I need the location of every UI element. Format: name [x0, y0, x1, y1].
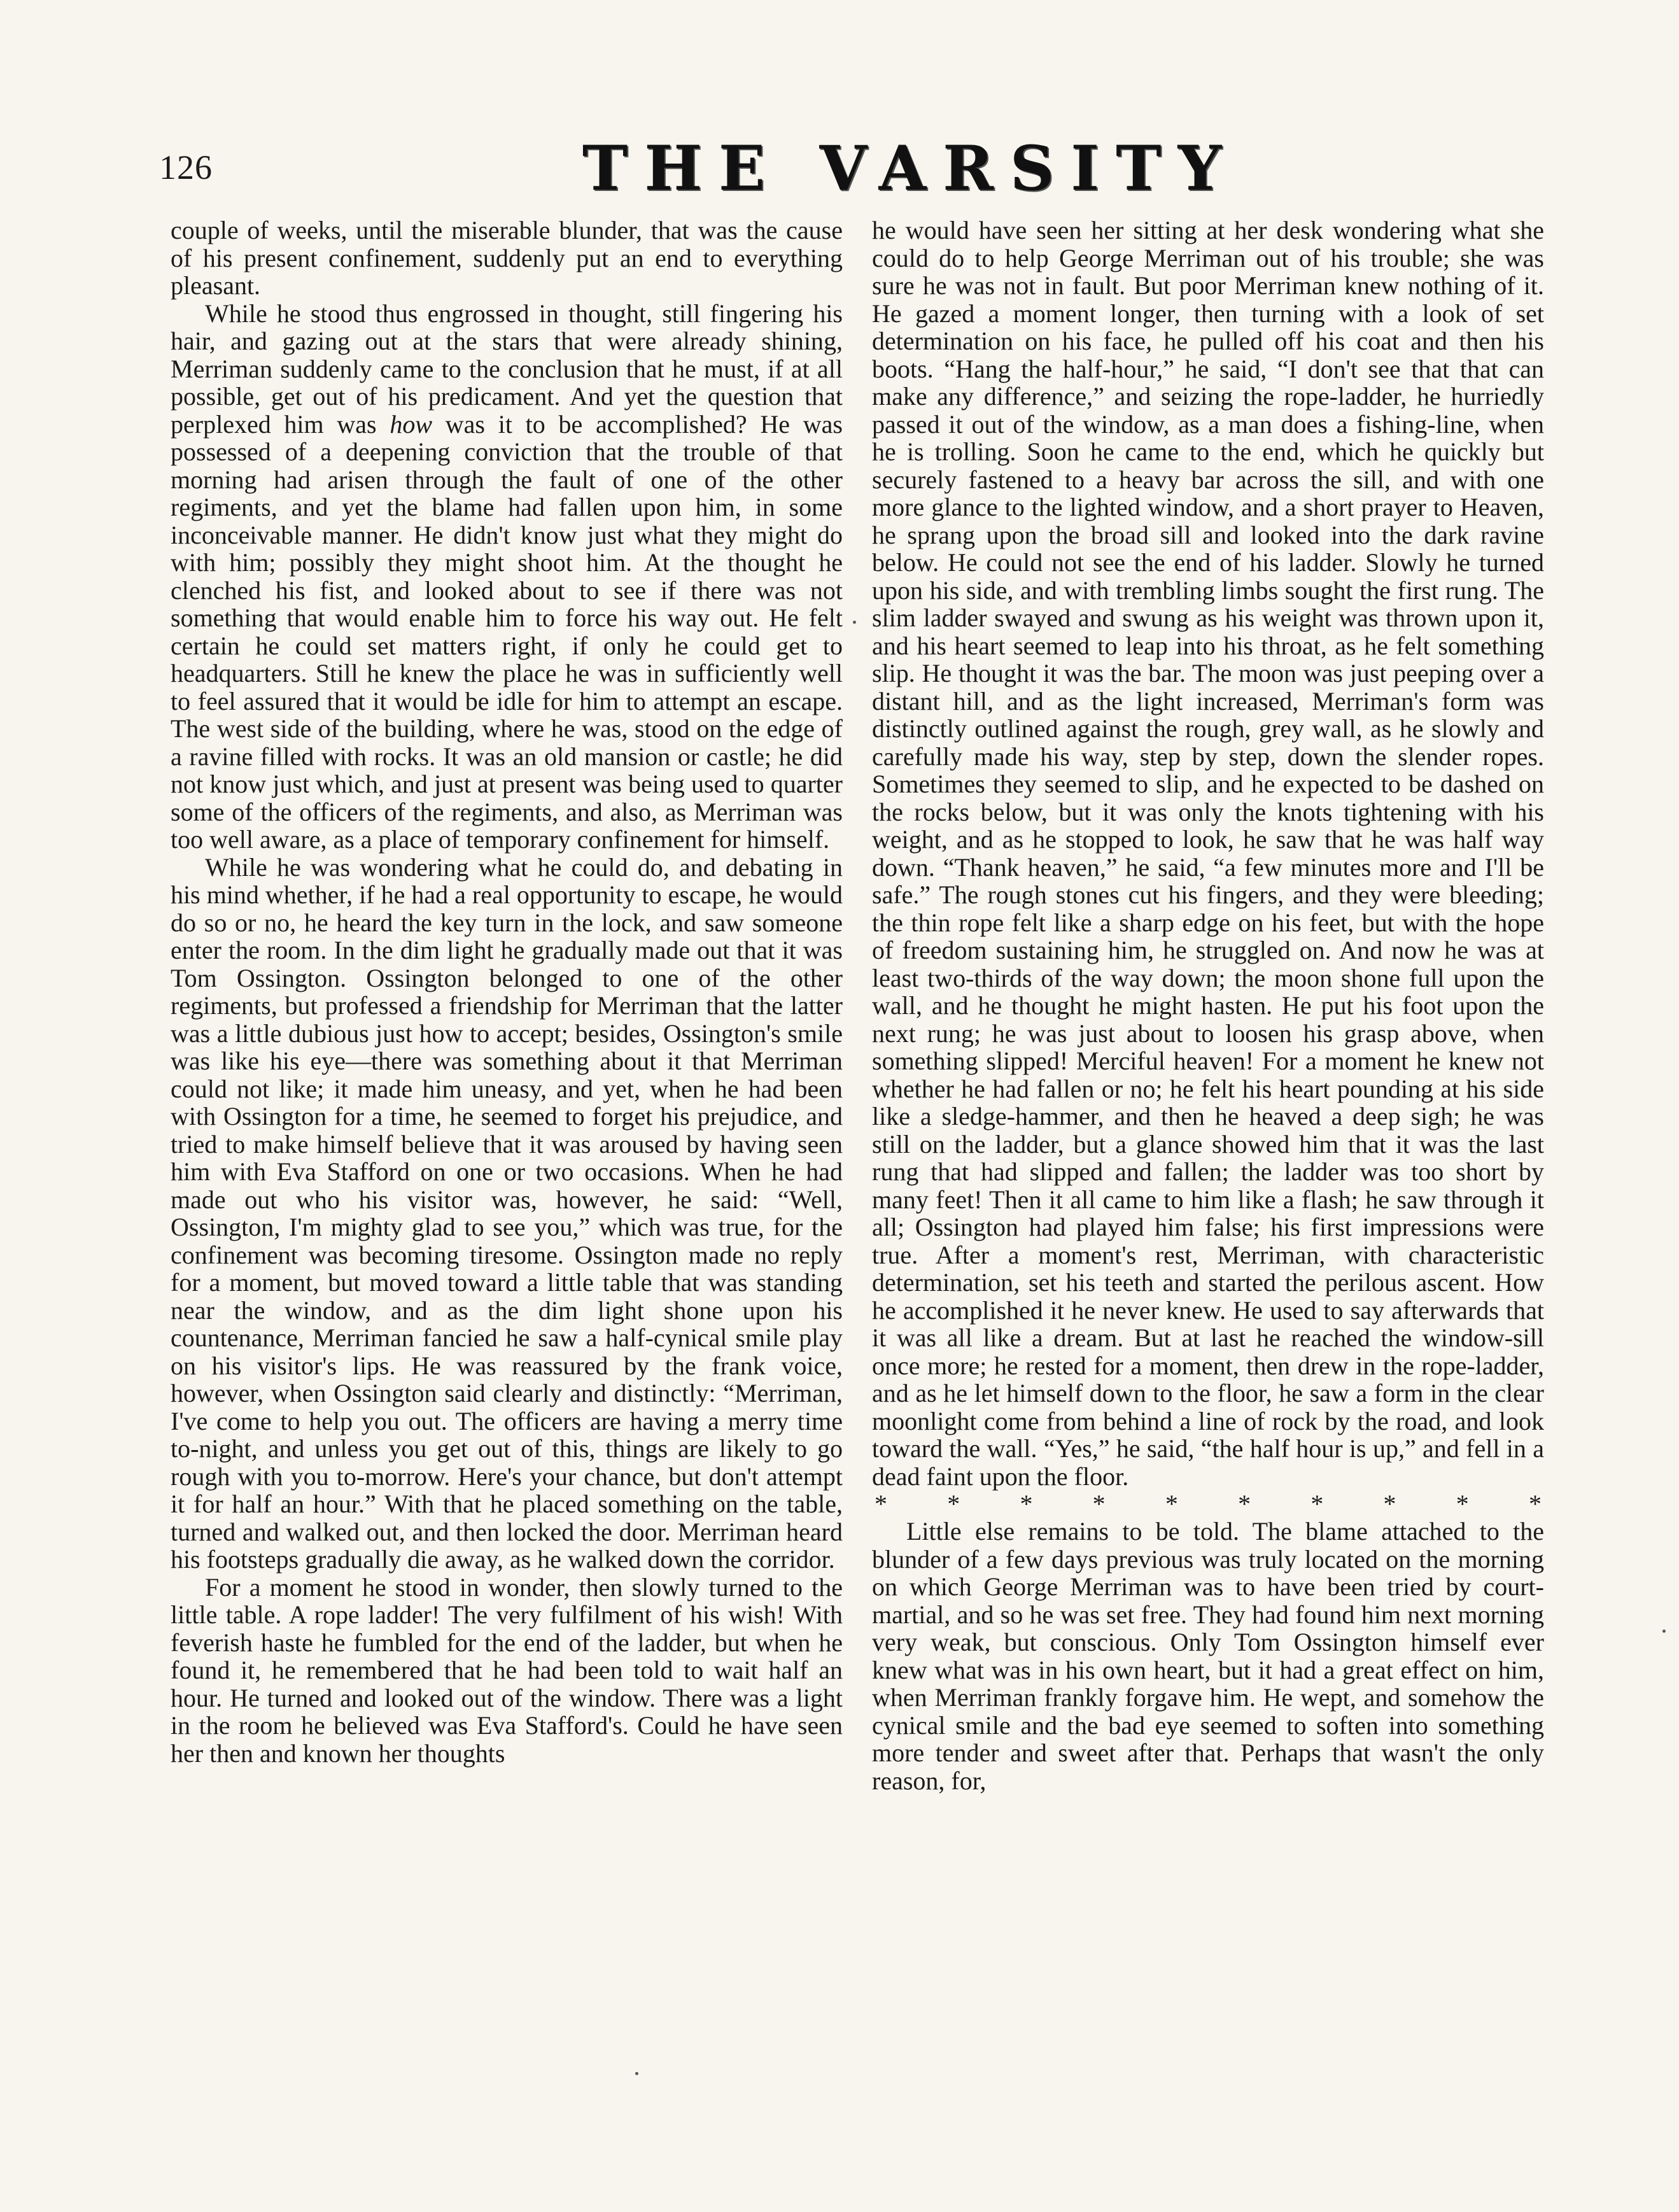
asterisk: *	[947, 1490, 960, 1518]
paragraph-text: While he stood thus engrossed in thought, still fingering his hair, and gazing out at the stars that were already shining, Merriman suddenly came to the conclusion that he must, if at all possible, get out of his predicament. And yet the question that perplexed him was	[171, 299, 843, 439]
asterisk: *	[1310, 1490, 1324, 1518]
left-column	[171, 216, 843, 1767]
page-number: 126	[159, 148, 213, 187]
asterisk: *	[1528, 1490, 1542, 1518]
paragraph-text: was it to be accomplished? He was possessed of a deepening conviction that the trouble of that morning had arisen through the fault of one of the other regiments, and yet the blame had fallen upon him, in some inconceivable manner. He didn't know just what they might do with him; possibly they might shoot him. At the thought he clenched his fist, and looked about to see if there was not something that would enable him to force his way out. He felt certain he could set matters right, if only he could get to headquarters. Still he knew the place he was in sufficiently well to feel assured that it would be idle for him to attempt an escape. The west side of the building, where he was, stood on the edge of a ravine filled with rocks. It was an old mansion or castle; he did not know just which, and just at present was being used to quarter some of the officers of the regiments, and also, as Merriman was too well aware, as a place of temporary confinement for himself.	[171, 409, 843, 854]
asterisk: *	[1092, 1490, 1106, 1518]
print-speck	[853, 621, 856, 624]
print-speck	[635, 2072, 638, 2075]
paragraph: couple of weeks, until the miserable blunder, that was the cause of his present confinement, suddenly put an end to everything pleasant.	[171, 216, 843, 300]
asterisk: *	[1456, 1490, 1469, 1518]
paragraph	[171, 300, 843, 854]
asterisk: *	[1165, 1490, 1178, 1518]
asterisk: *	[1383, 1490, 1396, 1518]
emphasis-text: how	[390, 409, 433, 439]
paragraph: For a moment he stood in wonder, then slowly turned to the little table. A rope ladder! The very fulfilment of his wish! With feverish haste he fumbled for the end of the ladder, but when he found it, he remembered that he had been told to wait half an hour. He turned and looked out of the window. There was a light in the room he believed was Eva Stafford's. Could he have seen her then and known her thoughts	[171, 1572, 843, 1768]
section-separator	[872, 1490, 1544, 1518]
paragraph: he would have seen her sitting at her desk wondering what she could do to help George Merriman out of his trouble; she was sure he was not in fault. But poor Merriman knew nothing of it. He gazed a moment longer, then turning with a look of set determination on his face, he pulled off his coat and then his boots. “Hang the half-hour,” he said, “I don't see that that can make any difference,” and seizing the rope-ladder, he hurriedly passed it out of the window, as a man does a fishing-line, when he is trolling. Soon he came to the end, which he quickly but securely fastened to a heavy bar across the sill, and with one more glance to the lighted window, and a short prayer to Heaven, he sprang upon the broad sill and looked into the dark ravine below. He could not see the end of his ladder. Slowly he turned upon his side, and with trembling limbs sought the first rung. The slim ladder swayed and swung as his weight was thrown upon it, and his heart seemed to leap into his throat, as he felt something slip. He thought it was the bar. The moon was just peeping over a distant hill, and as the light increased, Merriman's form was distinctly outlined against the rough, grey wall, as he slowly and carefully made his way, step by step, down the slender ropes. Sometimes they seemed to slip, and he expected to be dashed on the rocks below, but it was only the knots tightening with his weight, and as he stopped to look, he saw that he was half way down. “Thank heaven,” he said, “a few minutes more and I'll be safe.” The rough stones cut his fingers, and they were bleeding; the thin rope felt like a sharp edge on his feet, but with the hope of freedom sustaining him, he struggled on. And now he was at least two-thirds of the way down; the moon shone full upon the wall, and he thought he might hasten. He put his foot upon the next rung; he was just about to loosen his grasp above, when something slipped! Merciful heaven! For a moment he knew not whether he had fallen or no; he felt his heart pounding at his side like a sledge-hammer, and then he heaved a deep sigh; he was still on the ladder, but a glance showed him that it was the last rung that had slipped and fallen; the ladder was too short by many feet! Then it all came to him like a flash; he saw through it all; Ossington had played him false; his first impressions were true. After a moment's rest, Merriman, with characteristic determination, set his teeth and started the perilous ascent. How he accomplished it he never knew. He used to say afterwards that it was all like a dream. But at last he reached the window-sill once more; he rested for a moment, then drew in the rope-ladder, and as he let himself down to the floor, he saw a form in the clear moonlight come from behind a line of rock by the road, and look toward the wall. “Yes,” he said, “the half hour is up,” and fell in a dead faint upon the floor.	[872, 216, 1544, 1491]
print-speck	[1662, 1630, 1666, 1633]
right-column	[872, 216, 1544, 1794]
paragraph: While he was wondering what he could do, and debating in his mind whether, if he had a real opportunity to escape, he would do so or no, he heard the key turn in the lock, and saw someone enter the room. In the dim light he gradually made out that it was Tom Ossington. Ossington belonged to one of the other regiments, but professed a friendship for Merriman that the latter was a little dubious just how to accept; besides, Ossington's smile was like his eye—there was something about it that Merriman could not like; it made him uneasy, and yet, when he had been with Ossington for a time, he seemed to forget his prejudice, and tried to make himself believe that it was aroused by having seen him with Eva Stafford on one or two occasions. When he had made out who his visitor was, however, he said: “Well, Ossington, I'm mighty glad to see you,” which was true, for the confinement was becoming tiresome. Ossington made no reply for a moment, but moved toward a little table that was standing near the window, and as the dim light shone upon his countenance, Merriman fancied he saw a half-cynical smile play on his visitor's lips. He was reassured by the frank voice, however, when Ossington said clearly and distinctly: “Merriman, I've come to help you out. The officers are having a merry time to-night, and unless you get out of this, things are likely to go rough with you to-morrow. Here's your chance, but don't attempt it for half an hour.” With that he placed something on the table, turned and walked out, and then locked the door. Merriman heard his footsteps gradually die away, as he walked down the corridor.	[171, 852, 843, 1574]
paragraph: Little else remains to be told. The blame attached to the blunder of a few days previous was truly located on the morning on which George Merriman was to have been tried by court-martial, and so he was set free. They had found him next morning very weak, but conscious. Only Tom Ossington himself ever knew what was in his own heart, but it had a great effect on him, when Merriman frankly forgave him. He wept, and somehow the cynical smile and the bad eye seemed to soften into something more tender and sweet after that. Perhaps that wasn't the only reason, for,	[872, 1517, 1544, 1795]
asterisk: *	[1238, 1490, 1251, 1518]
asterisk: *	[1020, 1490, 1033, 1518]
asterisk: *	[875, 1490, 887, 1518]
masthead-title: THE VARSITY	[582, 132, 1239, 204]
